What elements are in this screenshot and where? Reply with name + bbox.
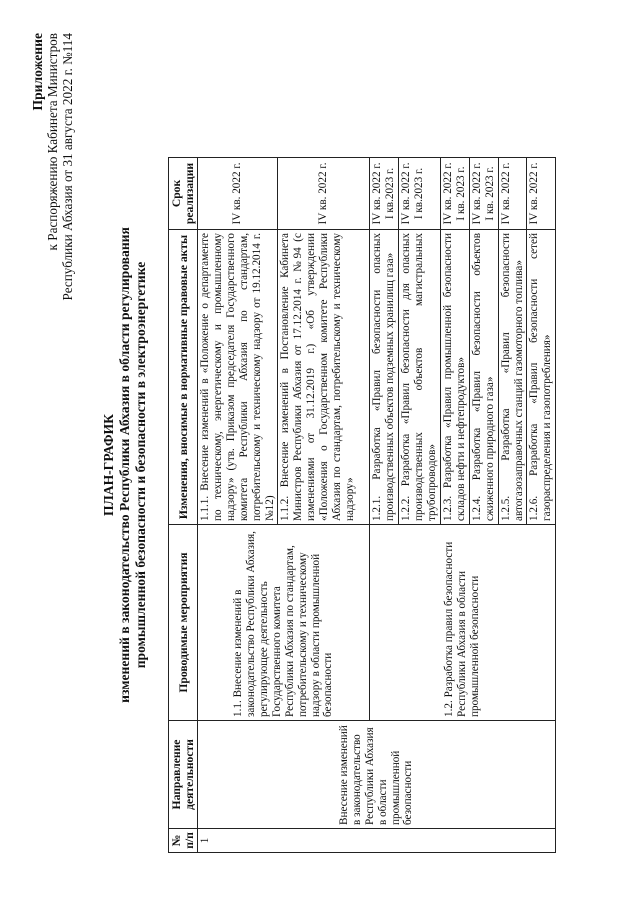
change-item-1-1-2: 1.1.2. Внесение изменений в Постановление Кабинета Министров Республики Абхазия от 17.12.2014 г. №94 (с изменениями от 31.12.2019 г.) «Об утверждении «Положения о Государственном комитете Республики Абхазия по стандартам, потребительскому и техническому надзору» — [278, 230, 370, 525]
header-measures: Проводимые мероприятия — [169, 525, 198, 721]
change-item-1-2-2: 1.2.2. Разработка «Правил безопасности для опасных производственных объектов магистральных трубопроводов» — [399, 230, 441, 525]
appendix-line-1: к Распоряжению Кабинета Министров — [45, 33, 60, 251]
title-line-3: промышленной безопасности и безопасности в электроэнергетике — [133, 261, 148, 669]
header-num: № п/п — [169, 829, 198, 853]
change-item-1-2-4: 1.2.4. Разработка «Правил безопасности объектов сжиженного природного газа» — [469, 230, 498, 525]
deadline-1-2-3: IV кв. 2022 г. I кв. 2023 г. — [440, 158, 469, 230]
title-line-1: ПЛАН-ГРАФИК — [101, 414, 116, 516]
deadline-1-2-1: IV кв. 2022 г. I кв.2023 г. — [370, 158, 399, 230]
title-line-2: изменений в законодательство Республики Абхазия в области регулирования — [117, 227, 132, 703]
row-number: 1 — [198, 829, 556, 853]
appendix-line-2: Республики Абхазия от 31 августа 2022 г. №114 — [60, 33, 75, 301]
appendix-heading: Приложение — [30, 33, 45, 111]
deadline-1-2-4: IV кв. 2022 г. I кв. 2023 г. — [469, 158, 498, 230]
change-item-1-2-3: 1.2.3. Разработка «Правил промышленной безопасности складов нефти и нефтепродуктов» — [440, 230, 469, 525]
document-title — [101, 95, 149, 835]
deadline-1-2-5: IV кв. 2022 г. — [498, 158, 527, 230]
plan-table — [168, 157, 556, 853]
table-header-row — [169, 158, 198, 853]
change-item-1-2-6: 1.2.6. Разработка «Правил безопасности сетей газораспределения и газопотребления» — [527, 230, 556, 525]
direction-cell: Внесение изменений в законодательство Республики Абхазия в области промышленной безопасности — [198, 721, 556, 829]
deadline-1-1-2: IV кв. 2022 г. — [278, 158, 370, 230]
deadline-1-2-2: IV кв. 2022 г. I кв.2023 г. — [399, 158, 441, 230]
table-row — [198, 158, 278, 853]
deadline-1-2-6: IV кв. 2022 г. — [527, 158, 556, 230]
deadline-1-1-1: IV кв. 2022 г. — [198, 158, 278, 230]
measure-1-2-cell: 1.2. Разработка правил безопасности Республики Абхазия в области промышленной безопасности — [370, 525, 556, 721]
header-changes: Изменения, вносимые в нормативные правовые акты — [169, 230, 198, 525]
header-direction: Направление деятельности — [169, 721, 198, 829]
appendix-block — [30, 33, 75, 300]
change-item-1-1-1: 1.1.1. Внесение изменений в «Положение о департаменте по техническому, энергетическому и промышленному надзору» (утв. Приказом председателя Государственного комитета Республики Абхазия по стандартам, потребительскому и техническому надзору от 19.12.2014 г. №12) — [198, 230, 278, 525]
change-item-1-2-1: 1.2.1. Разработка «Правил безопасности опасных производственных объектов подземных хранилищ газа» — [370, 230, 399, 525]
header-deadline: Срок реализации — [169, 158, 198, 230]
change-item-1-2-5: 1.2.5. Разработка «Правил безопасности автогазозаправочных станций газомоторного топлива» — [498, 230, 527, 525]
measure-1-1-cell: 1.1. Внесение изменений в законодательство Республики Абхазия, регулирующее деятельность Государственного комитета Республики Абхазия по стандартам, потребительскому и техническому надзору в области промышленной безопасности — [198, 525, 370, 721]
